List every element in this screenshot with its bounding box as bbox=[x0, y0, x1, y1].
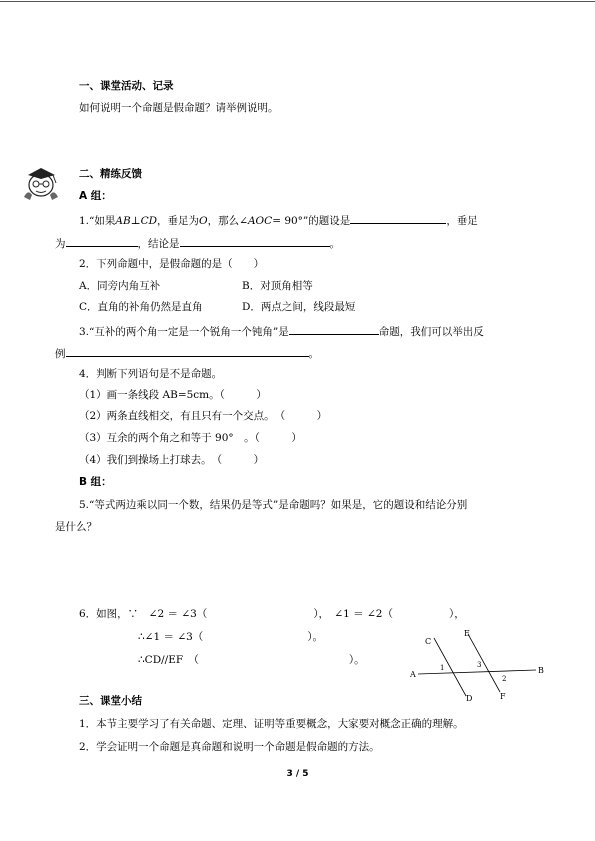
question-3-line-2: 例 。 bbox=[55, 345, 319, 361]
answer-blank[interactable] bbox=[66, 235, 138, 247]
question-4-item: （3）互余的两个角之和等于 90° 。（ ） bbox=[79, 432, 302, 444]
question-5-line-1: 5.“等式两边乘以同一个数，结果仍是等式”是命题吗？如果是，它的题设和结论分别 bbox=[79, 499, 468, 511]
answer-blank[interactable] bbox=[66, 345, 309, 357]
question-5-line-2: 是什么？ bbox=[55, 521, 97, 533]
line-ab bbox=[418, 670, 536, 674]
label-angle-1: 1 bbox=[440, 664, 445, 672]
question-1-line-1: 1.“如果AB⊥CD，垂足为O，那么∠AOC= 90°”的题设是 ，垂足 bbox=[79, 212, 478, 228]
label-f: F bbox=[500, 692, 506, 701]
question-4-item: （1）画一条线段 AB=5cm。（ ） bbox=[79, 389, 267, 401]
option-d: D．两点之间，线段最短 bbox=[242, 301, 356, 313]
summary-item: 1．本节主要学习了有关命题、定理、证明等重要概念，大家要对概念正确的理解。 bbox=[79, 718, 464, 730]
answer-blank[interactable] bbox=[289, 323, 379, 335]
answer-blank[interactable] bbox=[180, 235, 330, 247]
page-top-rule bbox=[0, 1, 595, 2]
answer-blank[interactable] bbox=[350, 212, 446, 224]
label-d: D bbox=[466, 694, 473, 702]
group-b-label: B 组： bbox=[79, 476, 112, 488]
option-a: A．同旁内角互补 bbox=[79, 280, 161, 292]
label-b: B bbox=[538, 666, 544, 675]
section-3-title: 三、课堂小结 bbox=[79, 695, 142, 707]
label-c: C bbox=[425, 637, 432, 646]
section-1-title: 一、课堂活动、记录 bbox=[79, 80, 174, 92]
option-b: B．对顶角相等 bbox=[242, 280, 313, 292]
question-6-line-3: ∴CD//EF （ ）。 bbox=[138, 654, 365, 666]
question-1-line-2: 为 ，结论是 。 bbox=[55, 235, 340, 251]
option-c: C．直角的补角仍然是直角 bbox=[79, 301, 203, 313]
question-4-item: （4）我们到操场上打球去。 （ ） bbox=[79, 454, 265, 466]
label-a: A bbox=[410, 670, 416, 679]
label-e: E bbox=[464, 629, 470, 638]
question-4-item: （2）两条直线相交，有且只有一个交点。 （ ） bbox=[79, 410, 328, 422]
label-angle-3: 3 bbox=[477, 661, 482, 669]
question-4-stem: 4．判断下列语句是不是命题。 bbox=[79, 368, 223, 380]
summary-item: 2．学会证明一个命题是真命题和说明一个命题是假命题的方法。 bbox=[79, 741, 380, 753]
page-number: 3 / 5 bbox=[286, 769, 309, 779]
question-2-stem: 2．下列命题中，是假命题的是（ ） bbox=[79, 258, 265, 270]
group-a-label: A 组： bbox=[79, 190, 112, 202]
line-ef bbox=[468, 634, 500, 692]
label-angle-2: 2 bbox=[502, 675, 507, 683]
question-3-line-1: 3.“互补的两个角一定是一个锐角一个钝角”是 命题，我们可以举出反 bbox=[79, 323, 484, 339]
line-cd bbox=[434, 638, 466, 696]
question-6-line-1: 6．如图，∵ ∠2 ＝ ∠3（ ）， ∠1 ＝ ∠2（ ）， bbox=[79, 608, 465, 620]
section-2-title: 二、精练反馈 bbox=[79, 168, 142, 180]
section-1-text: 如何说明一个命题是假命题？请举例说明。 bbox=[79, 102, 279, 114]
question-6-line-2: ∴∠1 ＝ ∠3（ ）。 bbox=[138, 631, 324, 643]
geometry-figure bbox=[404, 626, 552, 702]
cartoon-teacher-icon bbox=[20, 163, 62, 201]
